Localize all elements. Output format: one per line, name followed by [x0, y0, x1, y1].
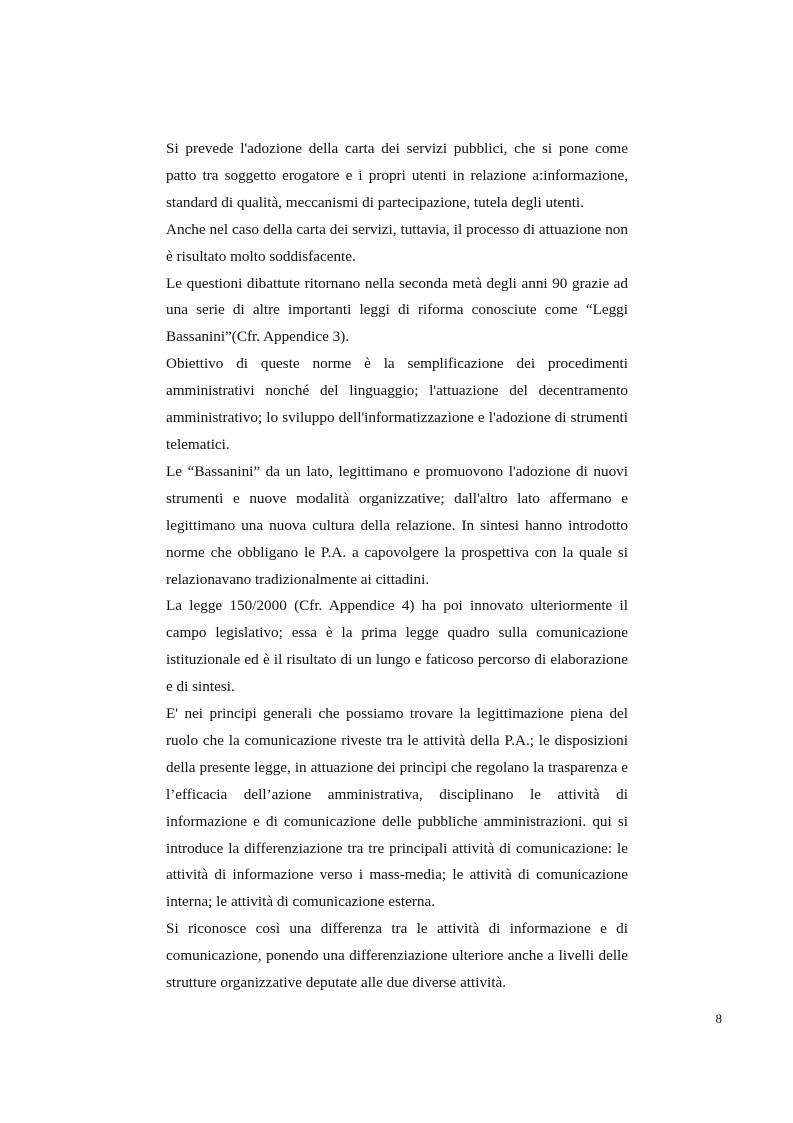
paragraph-2: Anche nel caso della carta dei servizi, tuttavia, il processo di attuazione non è risultato molto soddisfacente. — [166, 220, 628, 265]
paragraph-6: La legge 150/2000 (Cfr. Appendice 4) ha poi innovato ulteriormente il campo legislativo; essa è la prima legge quadro sulla comunicazione istituzionale ed è il risultato di un lungo e faticoso percorso di elaborazione e di sintesi. — [166, 597, 628, 696]
paragraph-8: Si riconosce così una differenza tra le attività di informazione e di comunicazione, ponendo una differenziazione ulteriore anche a livelli delle strutture organizzative deputate alle due diverse attività. — [166, 920, 628, 992]
paragraph-1: Si prevede l'adozione della carta dei servizi pubblici, che si pone come patto tra soggetto erogatore e i propri utenti in relazione a:informazione, standard di qualità, meccanismi di partecipazione, tutela degli utenti. — [166, 140, 628, 211]
paragraph-5: Le “Bassanini” da un lato, legittimano e promuovono l'adozione di nuovi strumenti e nuove modalità organizzative; dall'altro lato affermano e legittimano una nuova cultura della relazione. In sintesi hanno introdotto norme che obbligano le P.A. a capovolgere la prospettiva con la quale si relazionavano tradizionalmente ai cittadini. — [166, 462, 628, 588]
paragraph-4: Obiettivo di queste norme è la semplificazione dei procedimenti amministrativi nonché del linguaggio; l'attuazione del decentramento amministrativo; lo sviluppo dell'informatizzazione e l'adozione di strumenti telematici. — [166, 355, 628, 453]
paragraph-3: Le questioni dibattute ritornano nella seconda metà degli anni 90 grazie ad una serie di altre importanti leggi di riforma conosciute come “Leggi Bassanini”(Cfr. Appendice 3). — [166, 274, 628, 346]
body-text — [166, 136, 628, 997]
paragraph-7: E' nei principi generali che possiamo trovare la legittimazione piena del ruolo che la comunicazione riveste tra le attività della P.A.; le disposizioni della presente legge, in attuazione dei princìpi che regolano la trasparenza e l’efficacia dell’azione amministrativa, disciplinano le attività di informazione e di comunicazione delle pubbliche amministrazioni. qui si introduce la differenziazione tra tre principali attività di comunicazione: le attività di informazione verso i mass-media; le attività di comunicazione interna; le attività di comunicazione esterna. — [166, 705, 628, 911]
page-number: 8 — [715, 1011, 722, 1026]
